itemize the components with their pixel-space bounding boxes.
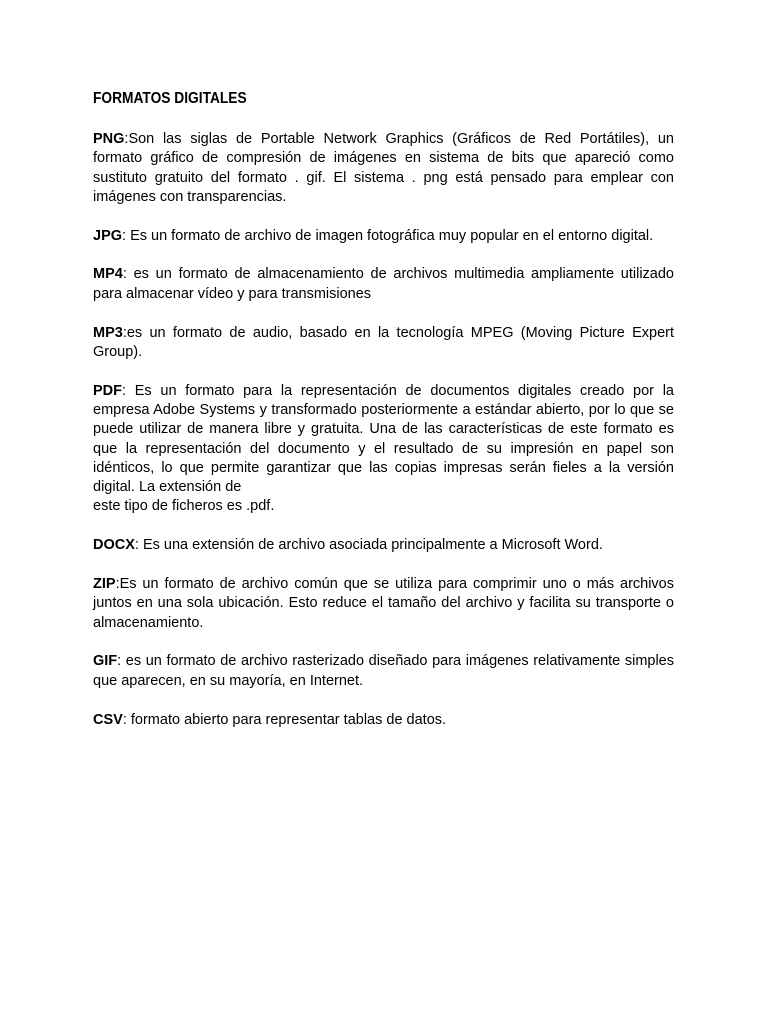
- entry-term: JPG: [93, 227, 123, 244]
- entry-docx: [93, 536, 674, 555]
- entry-term: MP4: [93, 266, 123, 283]
- entry-term: PNG: [93, 131, 125, 147]
- entry-term: MP3: [93, 324, 123, 341]
- entry-text-continuation: este tipo de ficheros es .pdf.: [93, 498, 275, 515]
- entry-term: ZIP: [93, 576, 116, 593]
- entry-text: : Es una extensión de archivo asociada principalmente a Microsoft Word.: [134, 537, 603, 554]
- entry-mp4: [93, 265, 674, 304]
- entry-term: PDF: [93, 382, 122, 399]
- entry-term: DOCX: [93, 537, 135, 554]
- entry-text: :Son las siglas de Portable Network Graphics (Gráficos de Red Portátiles), un formato gráfico de compresión de imágenes en sistema de bits que apareció como sustituto gratuito del formato . gif. El sistema . png está pensado para emplear con imágenes con transparencias.: [93, 131, 674, 205]
- entry-text: : Es un formato de archivo de imagen fotográfica muy popular en el entorno digital.: [122, 227, 654, 244]
- entry-csv: [93, 711, 674, 730]
- entry-zip: [93, 575, 674, 633]
- entry-text: :es un formato de audio, basado en la tecnología MPEG (Moving Picture Expert Group).: [93, 324, 674, 360]
- entry-text: : es un formato de almacenamiento de archivos multimedia ampliamente utilizado para almacenar vídeo y para transmisiones: [93, 266, 674, 302]
- entry-mp3: [93, 324, 674, 363]
- entry-term: CSV: [93, 711, 123, 728]
- entry-term: GIF: [93, 653, 118, 670]
- entry-png: [93, 130, 674, 207]
- entry-text: : es un formato de archivo rasterizado diseñado para imágenes relativamente simples que aparecen, en su mayoría, en Internet.: [93, 653, 674, 689]
- document-body: [93, 130, 674, 749]
- entry-jpg: [93, 227, 674, 246]
- entry-text: : Es un formato para la representación de documentos digitales creado por la empresa Adobe Systems y transformado posteriormente a estándar abierto, por lo que se puede utilizar de manera libre y gratuita. Una de las características de este formato es que la representación del documento y el resultado de su impresión en papel son idénticos, lo que permite garantizar que las copias impresas serán fieles a la versión digital. La extensión de: [93, 382, 674, 496]
- document-title: FORMATOS DIGITALES: [93, 90, 247, 107]
- entry-text: : formato abierto para representar tablas de datos.: [122, 711, 447, 728]
- entry-pdf: [93, 382, 674, 517]
- entry-text: :Es un formato de archivo común que se utiliza para comprimir uno o más archivos juntos en una sola ubicación. Esto reduce el tamaño del archivo y facilita su transporte o almacenamiento.: [93, 576, 674, 631]
- entry-gif: [93, 652, 674, 691]
